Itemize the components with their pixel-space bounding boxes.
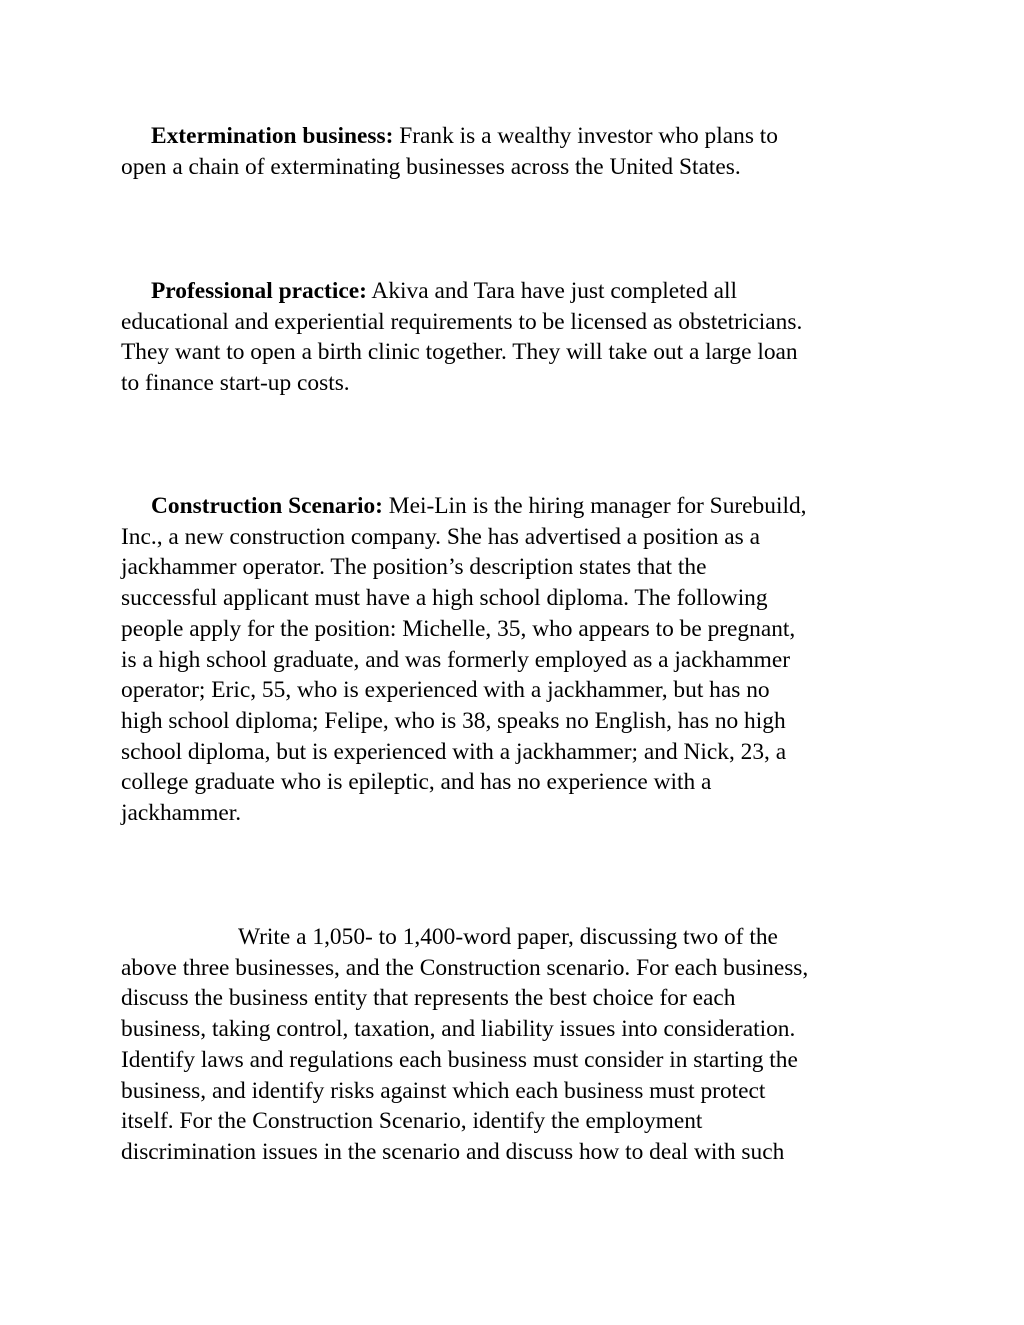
paragraph-line: is a high school graduate, and was formerly employed as a jackhammer (121, 646, 791, 673)
paragraph-line: itself. For the Construction Scenario, identify the employment (121, 1108, 703, 1135)
paragraph-line: educational and experiential requirements to be licensed as obstetricians. (121, 308, 803, 335)
paragraph-line: discuss the business entity that represents the best choice for each (121, 985, 736, 1012)
paragraph-extermination-business (121, 121, 921, 182)
paragraph-line: college graduate who is epileptic, and has no experience with a (121, 769, 712, 796)
paragraph-line: jackhammer operator. The position’s description states that the (121, 554, 707, 581)
paragraph-assignment-instructions (121, 922, 921, 1168)
paragraph-professional-practice (121, 276, 921, 399)
paragraph-construction-scenario (121, 491, 921, 829)
paragraph-line: people apply for the position: Michelle, 35, who appears to be pregnant, (121, 615, 796, 642)
paragraph-line: Identify laws and regulations each business must consider in starting the (121, 1046, 798, 1073)
paragraph-line: to finance start-up costs. (121, 370, 350, 397)
paragraph-heading: Extermination business: (151, 123, 394, 149)
paragraph-line: Professional practice: Akiva and Tara have just completed all (151, 278, 737, 304)
paragraph-line: successful applicant must have a high school diploma. The following (121, 585, 768, 612)
paragraph-line: business, and identify risks against which each business must protect (121, 1077, 766, 1104)
paragraph-line: school diploma, but is experienced with a jackhammer; and Nick, 23, a (121, 738, 787, 765)
paragraph-heading: Professional practice: (151, 278, 367, 304)
paragraph-line: They want to open a birth clinic together. They will take out a large loan (121, 339, 798, 366)
paragraph-line: open a chain of exterminating businesses across the United States. (121, 153, 741, 180)
paragraph-line: discrimination issues in the scenario and discuss how to deal with such (121, 1138, 785, 1165)
paragraph-heading: Construction Scenario: (151, 493, 383, 519)
paragraph-line: Construction Scenario: Mei-Lin is the hiring manager for Surebuild, (151, 493, 807, 519)
paragraph-line: operator; Eric, 55, who is experienced with a jackhammer, but has no (121, 677, 770, 704)
paragraph-line: above three businesses, and the Construction scenario. For each business, (121, 954, 809, 981)
paragraph-line: Write a 1,050- to 1,400-word paper, discussing two of the (238, 924, 778, 950)
paragraph-line: Inc., a new construction company. She has advertised a position as a (121, 523, 760, 550)
paragraph-line: business, taking control, taxation, and liability issues into consideration. (121, 1016, 796, 1043)
paragraph-line: Extermination business: Frank is a wealthy investor who plans to (151, 123, 778, 149)
paragraph-line: high school diploma; Felipe, who is 38, speaks no English, has no high (121, 707, 786, 734)
paragraph-line: jackhammer. (121, 800, 242, 827)
